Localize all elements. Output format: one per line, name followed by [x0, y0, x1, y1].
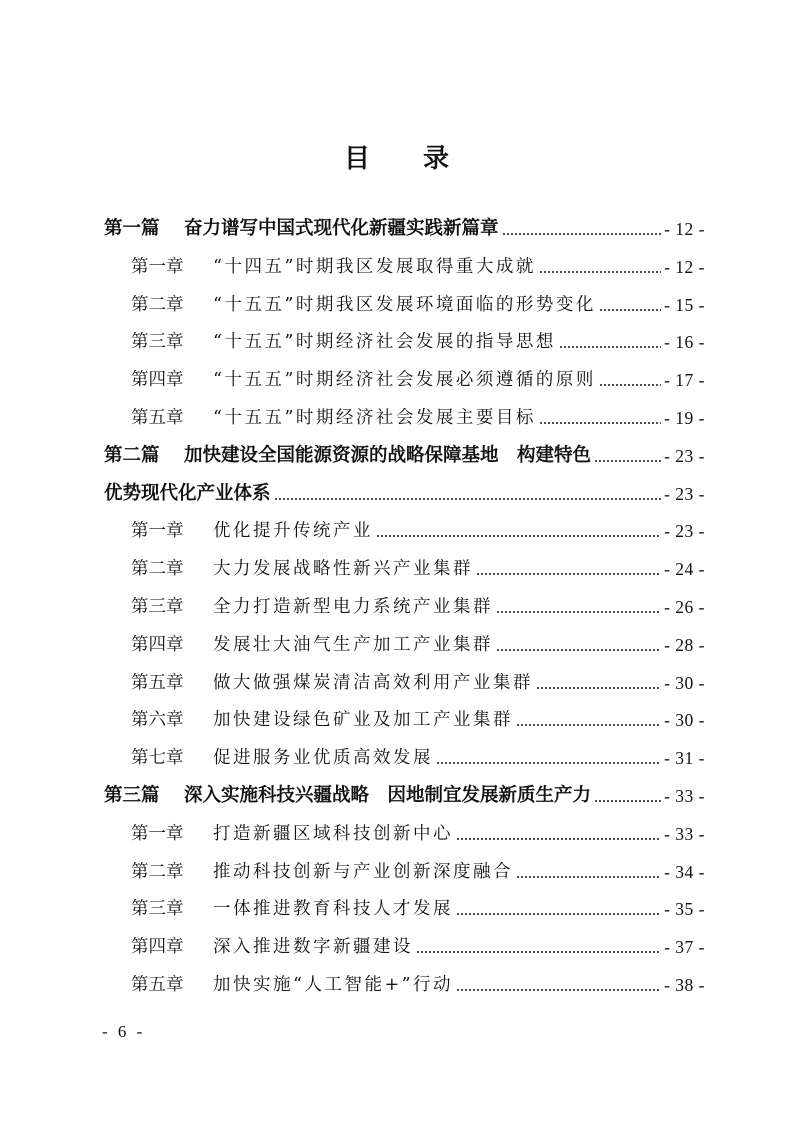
toc-entry-number: 第五章 — [131, 975, 184, 995]
toc-entry-number: 第五章 — [131, 672, 184, 693]
toc-entry-number: 第三篇 — [104, 785, 160, 806]
dot-leader — [496, 649, 661, 651]
toc-entry-title: “十五五”时期经济社会发展主要目标 — [213, 408, 536, 428]
toc-entry-title: 一体推进教育科技人才发展 — [213, 899, 453, 920]
toc-entry-page: - 33 - — [664, 823, 705, 844]
toc-entry-page: - 12 - — [664, 219, 705, 239]
toc-chapter-entry[interactable] — [0, 248, 793, 278]
toc-chapter-entry[interactable] — [0, 815, 793, 845]
toc-entry-title: 推动科技创新与产业创新深度融合 — [213, 861, 513, 882]
toc-entry-number: 第四章 — [131, 634, 184, 655]
toc-entry-label — [131, 631, 493, 656]
dot-leader — [436, 762, 661, 764]
toc-entry-label — [131, 593, 493, 618]
dot-leader — [559, 346, 661, 348]
toc-entry-title: 加快建设绿色矿业及加工产业集群 — [213, 710, 513, 731]
toc-entry-label — [104, 781, 591, 807]
toc-chapter-entry[interactable] — [0, 550, 793, 580]
toc-entry-title: 全力打造新型电力系统产业集群 — [213, 597, 493, 617]
toc-entry-page: - 19 - — [664, 408, 705, 428]
toc-entry-title: 打造新疆区域科技创新中心 — [213, 823, 453, 844]
toc-entry-number: 第一章 — [131, 823, 184, 844]
toc-entry-label — [131, 933, 413, 958]
dot-leader — [539, 422, 661, 424]
toc-entry-page: - 35 - — [664, 899, 705, 920]
toc-entry-title: 优化提升传统产业 — [213, 521, 373, 542]
toc-entry-title: 大力发展战略性新兴产业集群 — [213, 559, 473, 580]
toc-entry-number: 第四章 — [131, 370, 184, 391]
toc-chapter-entry[interactable] — [0, 626, 793, 656]
toc-chapter-entry[interactable] — [0, 853, 793, 883]
toc-chapter-entry[interactable] — [0, 323, 793, 353]
toc-entry-page: - 23 - — [664, 483, 705, 504]
toc-chapter-entry[interactable] — [0, 966, 793, 996]
dot-leader — [502, 233, 662, 235]
toc-entry-title: “十五五”时期经济社会发展必须遵循的原则 — [213, 370, 596, 391]
toc-entry-page: - 33 - — [664, 786, 705, 806]
toc-entry-label — [104, 441, 591, 467]
toc-entry-label — [131, 820, 453, 845]
toc-entry-page: - 26 - — [664, 597, 705, 617]
toc-entry-number: 第一章 — [131, 521, 184, 542]
toc-chapter-entry[interactable] — [0, 588, 793, 618]
toc-entry-number: 第一章 — [131, 256, 184, 277]
dot-leader — [496, 611, 661, 613]
toc-entry-page: - 30 - — [664, 710, 705, 731]
toc-entry-label — [131, 858, 513, 883]
toc-chapter-entry[interactable] — [0, 399, 793, 429]
toc-chapter-entry[interactable] — [0, 286, 793, 316]
toc-entry-number: 第三章 — [131, 597, 184, 617]
toc-entry-number: 第六章 — [131, 710, 184, 731]
dot-leader — [599, 384, 661, 386]
dot-leader — [539, 271, 661, 273]
toc-entry-number: 第七章 — [131, 748, 184, 769]
toc-entry-page: - 17 - — [664, 370, 705, 391]
toc-entry-title: 发展壮大油气生产加工产业集群 — [213, 634, 493, 655]
toc-entry-page: - 23 - — [664, 445, 705, 466]
toc-entry-page: - 24 - — [664, 559, 705, 580]
dot-leader — [376, 535, 661, 537]
toc-entry-page: - 38 - — [664, 975, 705, 995]
dot-leader — [416, 951, 661, 953]
toc-entry-title: 促进服务业优质高效发展 — [213, 748, 433, 769]
toc-entry-page: - 34 - — [664, 861, 705, 882]
toc-chapter-entry[interactable] — [0, 701, 793, 731]
toc-entry-label — [104, 479, 271, 505]
toc-entry-label — [131, 404, 536, 429]
toc-entry-number: 第三章 — [131, 332, 184, 353]
toc-entry-number: 第二章 — [131, 294, 184, 315]
toc-entry-label — [131, 366, 596, 391]
toc-entry-label — [131, 706, 513, 731]
toc-entry-title: “十五五”时期经济社会发展的指导思想 — [213, 332, 556, 353]
toc-entry-label — [131, 895, 453, 920]
dot-leader — [456, 913, 661, 915]
toc-entry-title: “十五五”时期我区发展环境面临的形势变化 — [213, 294, 596, 315]
toc-chapter-entry[interactable] — [0, 928, 793, 958]
toc-entry-number: 第四章 — [131, 937, 184, 958]
toc-entry-page: - 15 - — [664, 294, 705, 315]
toc-part-entry[interactable] — [0, 777, 793, 807]
toc-chapter-entry[interactable] — [0, 664, 793, 694]
toc-entry-title: 加快建设全国能源资源的战略保障基地 构建特色 — [184, 444, 592, 466]
toc-entry-label — [131, 971, 453, 996]
toc-part-entry[interactable] — [0, 475, 793, 505]
toc-entry-number: 第五章 — [131, 408, 184, 428]
dot-leader — [599, 309, 661, 311]
toc-entry-page: - 12 - — [664, 256, 705, 277]
toc-entry-number: 第三章 — [131, 899, 184, 920]
toc-chapter-entry[interactable] — [0, 739, 793, 769]
page-number: - 6 - — [102, 1022, 146, 1041]
dot-leader — [516, 724, 661, 726]
dot-leader — [274, 498, 662, 500]
toc-chapter-entry[interactable] — [0, 361, 793, 391]
toc-chapter-entry[interactable] — [0, 890, 793, 920]
toc-entry-page: - 30 - — [664, 672, 705, 693]
toc-entry-title: 深入实施科技兴疆战略 因地制宜发展新质生产力 — [184, 785, 592, 806]
toc-part-entry[interactable] — [0, 210, 793, 240]
toc-entry-label — [131, 555, 473, 580]
toc-entry-label — [131, 669, 533, 694]
toc-entry-page: - 23 - — [664, 521, 705, 542]
toc-entry-title: 做大做强煤炭清洁高效利用产业集群 — [213, 672, 533, 693]
toc-entry-title: 奋力谱写中国式现代化新疆实践新篇章 — [184, 218, 499, 239]
toc-entry-label — [104, 214, 499, 240]
toc-entry-label — [131, 291, 596, 316]
page-title: 目 录 — [343, 144, 472, 174]
toc-entry-label — [131, 744, 433, 769]
toc-entry-page: - 31 - — [664, 748, 705, 769]
toc-entry-page: - 37 - — [664, 937, 705, 958]
toc-entry-page: - 16 - — [664, 332, 705, 353]
dot-leader — [456, 989, 661, 991]
toc-entry-label — [131, 328, 556, 353]
dot-leader — [516, 876, 661, 878]
toc-entry-title: “十四五”时期我区发展取得重大成就 — [213, 256, 536, 277]
toc-entry-label — [131, 253, 536, 278]
toc-entry-label — [131, 517, 373, 542]
toc-entry-title: 深入推进数字新疆建设 — [213, 937, 413, 958]
dot-leader — [456, 838, 661, 840]
toc-entry-title: 加快实施“人工智能+”行动 — [213, 975, 454, 995]
toc-entry-page: - 28 - — [664, 634, 705, 655]
dot-leader — [476, 573, 661, 575]
dot-leader — [536, 687, 661, 689]
dot-leader — [594, 460, 661, 462]
toc-entry-number: 第一篇 — [104, 218, 160, 239]
dot-leader — [594, 800, 661, 802]
toc-entry-number: 第二章 — [131, 559, 184, 580]
toc-part-entry[interactable] — [0, 437, 793, 467]
toc-chapter-entry[interactable] — [0, 512, 793, 542]
toc-entry-title: 优势现代化产业体系 — [104, 482, 271, 504]
toc-entry-number: 第二章 — [131, 861, 184, 882]
toc-entry-number: 第二篇 — [104, 444, 160, 466]
